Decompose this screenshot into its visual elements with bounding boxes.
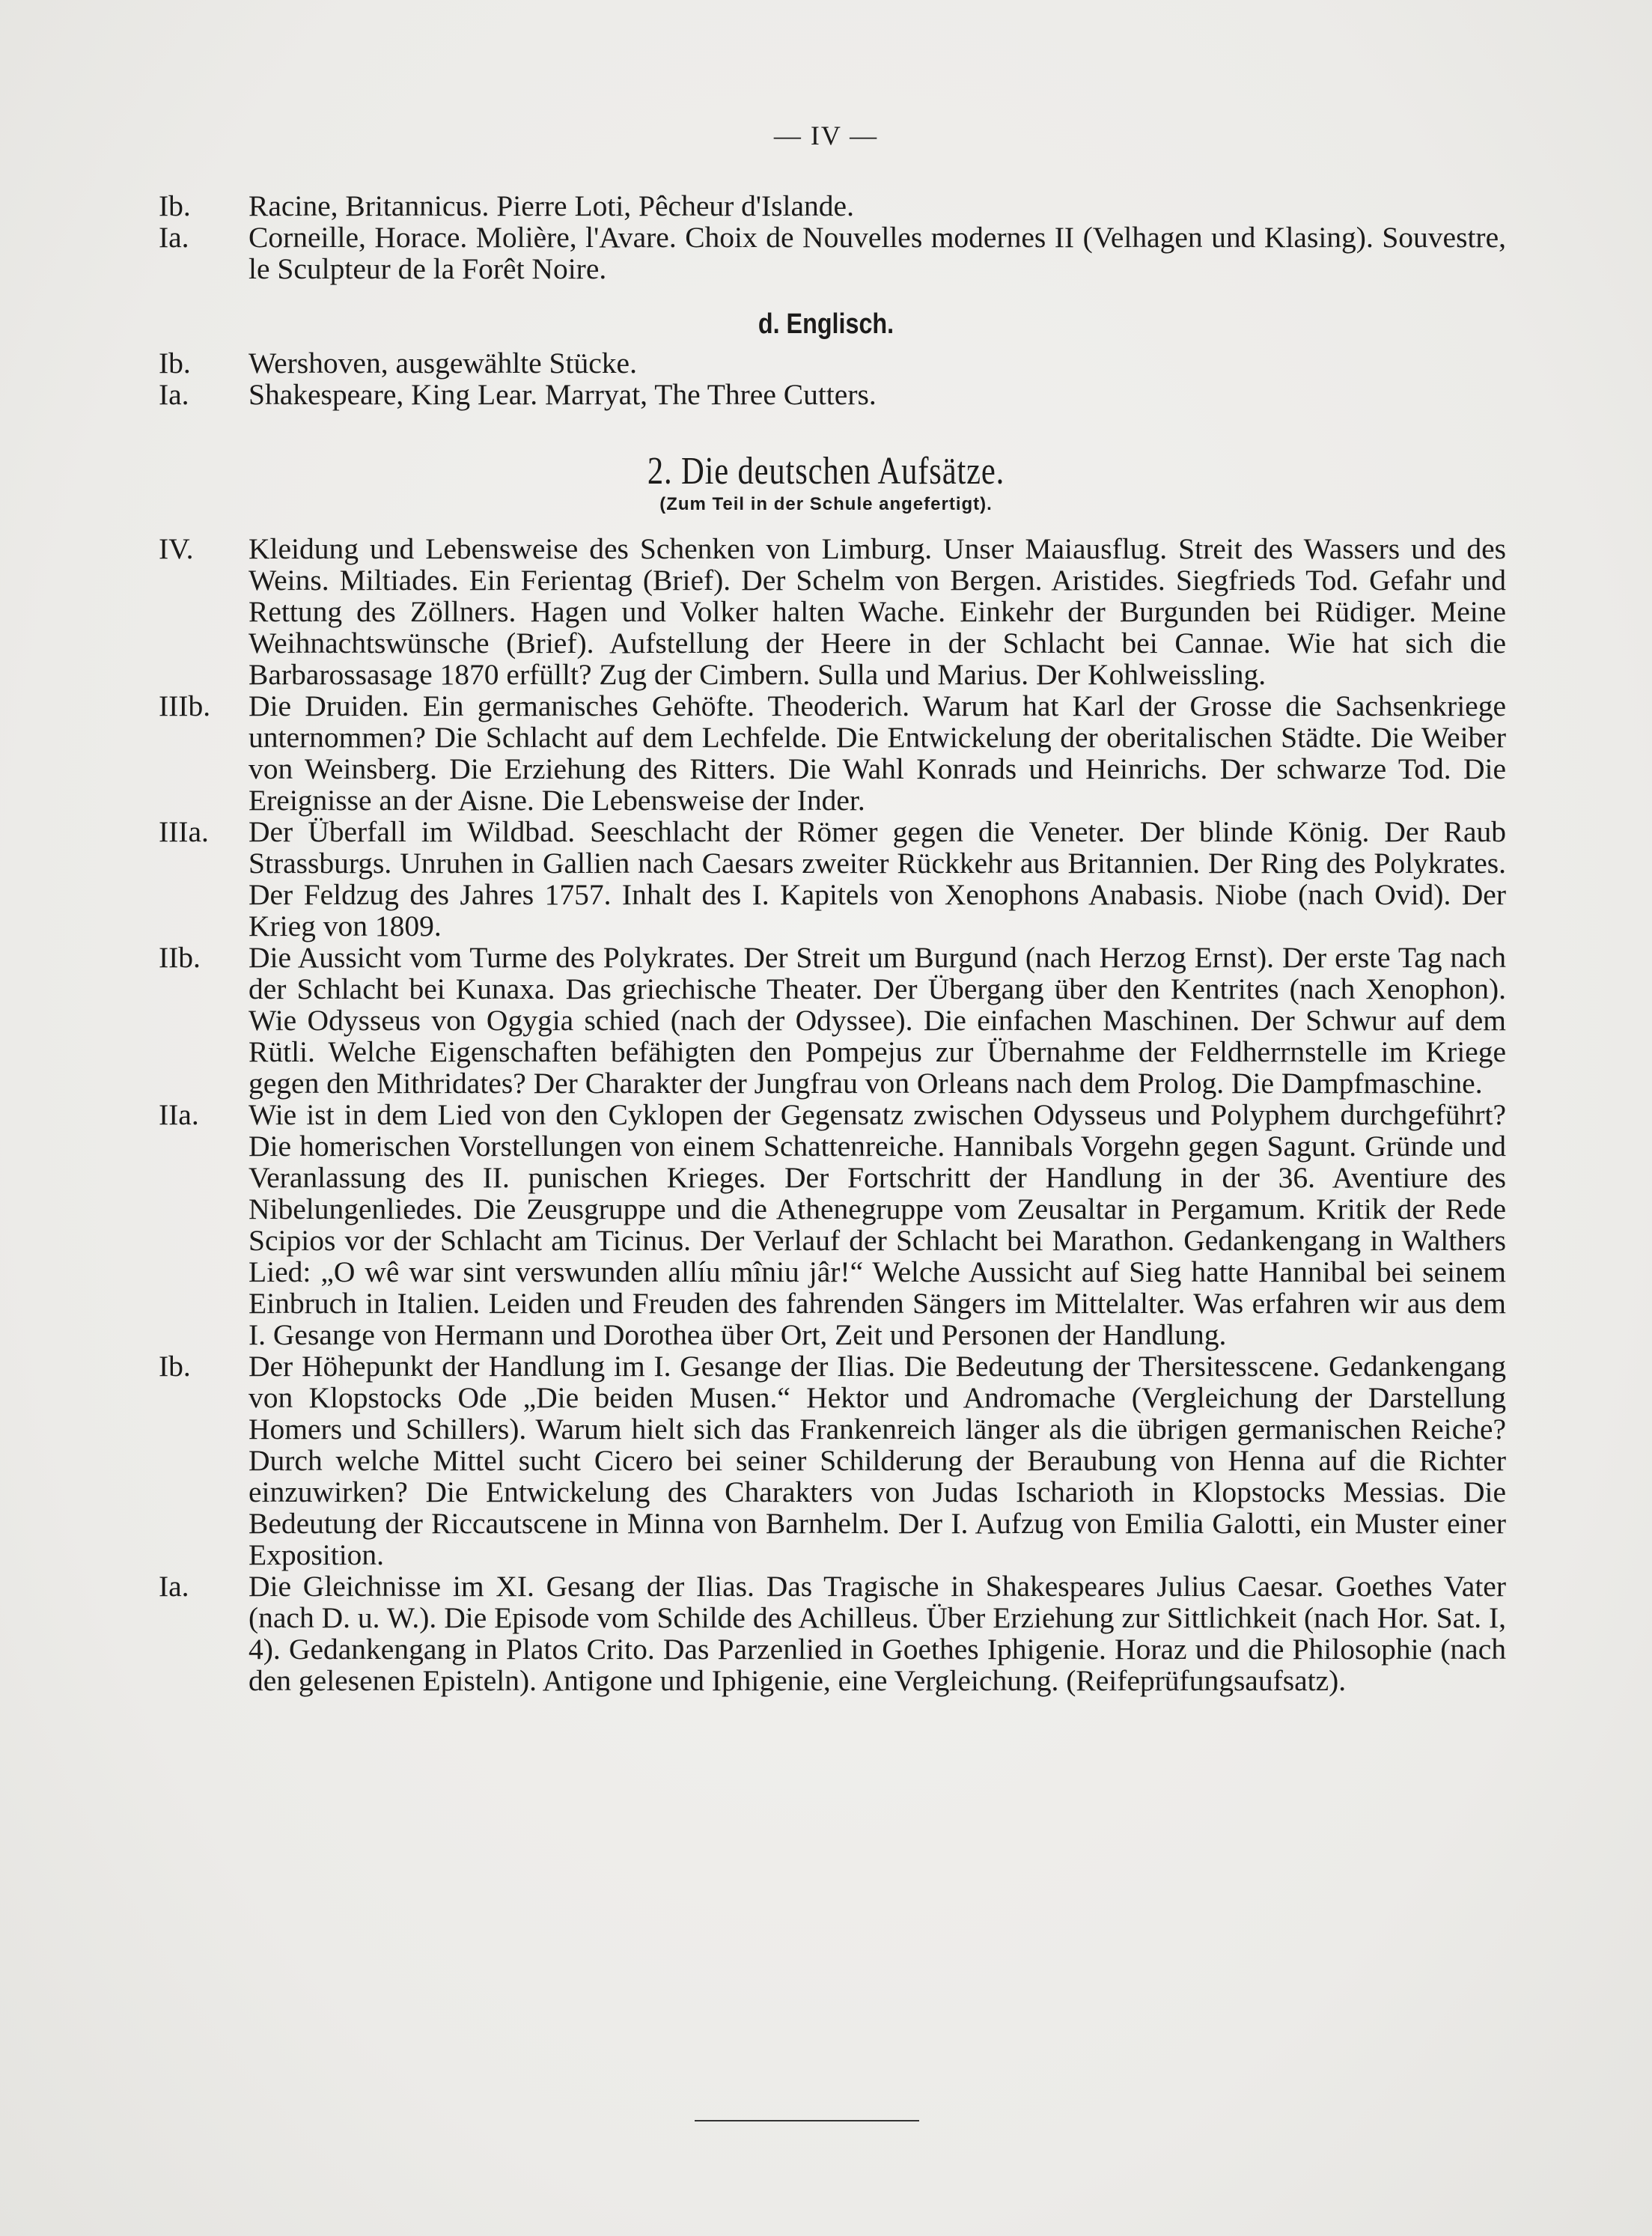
list-item: [159, 1571, 1506, 1696]
list-item: [159, 690, 1506, 816]
grade-label: Ia.: [159, 221, 189, 254]
english-section-heading: d. Englisch.: [758, 308, 894, 340]
grade-label: IIa.: [159, 1098, 199, 1131]
grade-label: Ia.: [159, 378, 189, 411]
grade-label: Ib.: [159, 189, 191, 222]
list-item: [159, 942, 1506, 1099]
list-item: [159, 347, 1506, 379]
grade-label: Ib.: [159, 347, 191, 380]
entry-text: Wie ist in dem Lied von den Cyklopen der Gegensatz zwischen Odysseus und Polyphem durchgeführt? Die homerischen Vorstellungen von einem Schattenreiche. Hannibals Vorgehn gegen Sagunt. Gründe und Veranlassung des II. punischen Krieges. Der Fortschritt der Handlung in der 36. Aventiure des Nibelungenliedes. Die Zeusgruppe und die Athenegruppe vom Zeusaltar in Pergamum. Kritik der Rede Scipios vor der Schlacht am Ticinus. Der Verlauf der Schlacht bei Marathon. Gedankengang in Walthers Lied: „O wê war sint verswunden allíu mîniu jâr!“ Welche Aussicht auf Sieg hatte Hannibal bei seinem Einbruch in Italien. Leiden und Freuden des fahrenden Sängers im Mittelalter. Was erfahren wir aus dem I. Gesange von Hermann und Dorothea über Ort, Zeit und Personen der Handlung.: [249, 1098, 1506, 1351]
english-reading-list: [159, 347, 1506, 410]
list-item: [159, 816, 1506, 942]
entry-text: Kleidung und Lebensweise des Schenken von Limburg. Unser Maiausflug. Streit des Wassers und des Weins. Miltiades. Ein Ferientag (Brief). Der Schelm von Bergen. Aristides. Siegfrieds Tod. Gefahr und Rettung des Zöllners. Hagen und Volker halten Wache. Einkehr der Burgunden bei Rüdiger. Meine Weihnachtswünsche (Brief). Aufstellung der Heere in der Schlacht bei Cannae. Wie hat sich die Barbarossasage 1870 erfüllt? Zug der Cimbern. Sulla und Marius. Der Kohlweissling.: [249, 532, 1506, 691]
list-item: [159, 222, 1506, 284]
grade-label: Ia.: [159, 1570, 189, 1603]
page-number: — IV —: [773, 121, 879, 150]
entry-text: Wershoven, ausgewählte Stücke.: [249, 347, 637, 380]
essays-subheading: (Zum Teil in der Schule angefertigt).: [659, 494, 993, 514]
french-reading-list: [159, 190, 1506, 284]
grade-label: IIIb.: [159, 689, 211, 722]
entry-text: Die Gleichnisse im XI. Gesang der Ilias. Das Tragische in Shakespeares Julius Caesar. Goethes Vater (nach D. u. W.). Die Episode vom Schilde des Achilleus. Über Erziehung zur Sittlichkeit (nach Hor. Sat. I, 4). Gedankengang in Platos Crito. Das Parzenlied in Goethes Iphigenie. Horaz und die Philosophie (nach den gelesenen Episteln). Antigone und Iphigenie, eine Vergleichung. (Reifeprüfungsaufsatz).: [249, 1570, 1506, 1697]
essays-section-heading: 2. Die deutschen Aufsätze.: [647, 450, 1005, 493]
grade-label: Ib.: [159, 1350, 191, 1383]
grade-label: IIb.: [159, 941, 201, 974]
list-item: [159, 1350, 1506, 1571]
grade-label: IIIa.: [159, 815, 209, 848]
list-item: [159, 1099, 1506, 1350]
entry-text: Racine, Britannicus. Pierre Loti, Pêcheur d'Islande.: [249, 189, 854, 222]
entry-text: Corneille, Horace. Molière, l'Avare. Choix de Nouvelles modernes II (Velhagen und Klasing). Souvestre, le Sculpteur de la Forêt Noire.: [249, 221, 1506, 285]
closing-rule: [695, 2120, 919, 2121]
entry-text: Der Höhepunkt der Handlung im I. Gesange der Ilias. Die Bedeutung der Thersitesscene. Gedankengang von Klopstocks Ode „Die beiden Musen.“ Hektor und Andromache (Vergleichung der Darstellung Homers und Schillers). Warum hielt sich das Frankenreich länger als die übrigen germanischen Reiche? Durch welche Mittel sucht Cicero bei seiner Schilderung der Beraubung von Henna auf die Richter einzuwirken? Die Entwickelung des Charakters von Judas Ischarioth in Klopstocks Messias. Die Bedeutung der Riccautscene in Minna von Barnhelm. Der I. Aufzug von Emilia Galotti, ein Muster einer Exposition.: [249, 1350, 1506, 1571]
entry-text: Shakespeare, King Lear. Marryat, The Three Cutters.: [249, 378, 877, 411]
entry-text: Der Überfall im Wildbad. Seeschlacht der Römer gegen die Veneter. Der blinde König. Der Raub Strassburgs. Unruhen in Gallien nach Caesars zweiter Rückkehr aus Britannien. Der Ring des Polykrates. Der Feldzug des Jahres 1757. Inhalt des I. Kapitels von Xenophons Anabasis. Niobe (nach Ovid). Der Krieg von 1809.: [249, 815, 1506, 942]
entry-text: Die Druiden. Ein germanisches Gehöfte. Theoderich. Warum hat Karl der Grosse die Sachsenkriege unternommen? Die Schlacht auf dem Lechfelde. Die Entwickelung der oberitalischen Städte. Die Weiber von Weinsberg. Die Erziehung des Ritters. Die Wahl Konrads und Heinrichs. Der schwarze Tod. Die Ereignisse an der Aisne. Die Lebensweise der Inder.: [249, 689, 1506, 817]
list-item: [159, 190, 1506, 222]
list-item: [159, 533, 1506, 690]
list-item: [159, 379, 1506, 410]
grade-label: IV.: [159, 532, 194, 565]
entry-text: Die Aussicht vom Turme des Polykrates. Der Streit um Burgund (nach Herzog Ernst). Der erste Tag nach der Schlacht bei Kunaxa. Das griechische Theater. Der Übergang über den Kentrites (nach Xenophon). Wie Odysseus von Ogygia schied (nach der Odyssee). Die einfachen Maschinen. Der Schwur auf dem Rütli. Welche Eigenschaften befähigten den Pompejus zur Übernahme der Feldherrnstelle im Kriege gegen den Mithridates? Der Charakter der Jungfrau von Orleans nach dem Prolog. Die Dampfmaschine.: [249, 941, 1506, 1100]
essay-topics-list: [159, 533, 1506, 1696]
